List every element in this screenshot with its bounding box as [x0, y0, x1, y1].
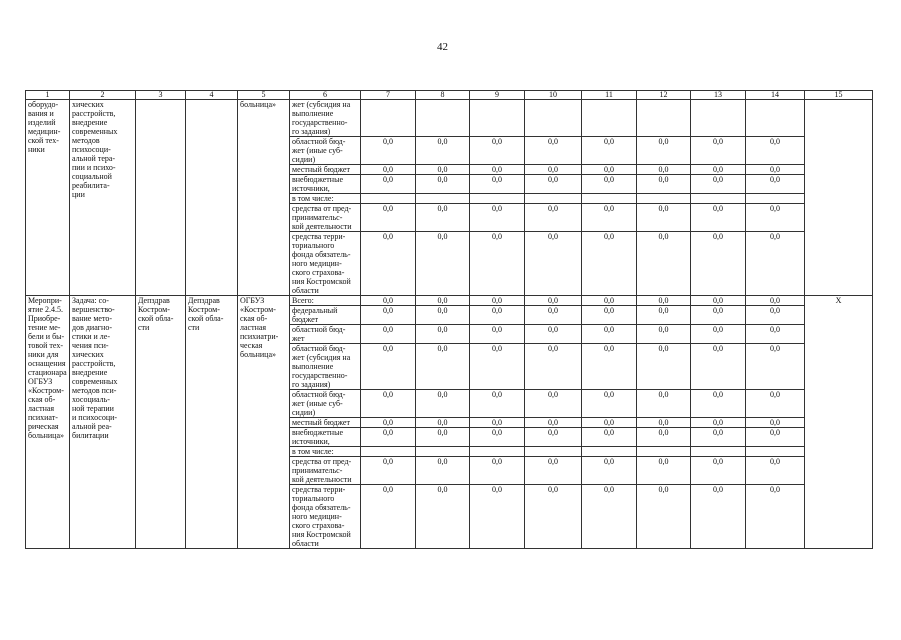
- block2-value-cell: 0,0: [746, 418, 805, 428]
- block1-value-cell: 0,0: [361, 232, 416, 296]
- block2-value-cell: 0,0: [691, 428, 746, 447]
- block2-value-cell: 0,0: [746, 485, 805, 549]
- block1-funding-source: областной бюд- жет (иные суб- сидии): [290, 137, 361, 165]
- block2-value-cell: 0,0: [470, 457, 525, 485]
- block2-funding-source: областной бюд- жет (субсидия на выполнение государственно- го задания): [290, 344, 361, 390]
- block2-coordinator-cell: Депздрав Костром- ской обла- сти: [136, 296, 186, 549]
- block2-value-cell: 0,0: [582, 485, 637, 549]
- block2-row: [26, 296, 873, 306]
- block2-value-cell: 0,0: [746, 457, 805, 485]
- block2-value-cell: 0,0: [470, 428, 525, 447]
- block2-value-cell: 0,0: [416, 485, 470, 549]
- block2-note-cell: X: [805, 296, 873, 549]
- block2-value-cell: 0,0: [582, 325, 637, 344]
- block2-value-cell: 0,0: [746, 325, 805, 344]
- block2-value-cell: 0,0: [637, 418, 691, 428]
- block1-value-cell: 0,0: [637, 204, 691, 232]
- block1-value-cell: 0,0: [582, 137, 637, 165]
- block2-value-cell: 0,0: [525, 296, 582, 306]
- block2-value-cell: 0,0: [746, 344, 805, 390]
- block1-note-cell: [805, 100, 873, 296]
- block1-value-cell: [691, 100, 746, 137]
- block2-value-cell: 0,0: [691, 457, 746, 485]
- block2-value-cell: 0,0: [525, 390, 582, 418]
- block2-value-cell: 0,0: [582, 306, 637, 325]
- block2-value-cell: 0,0: [525, 325, 582, 344]
- block2-value-cell: 0,0: [637, 306, 691, 325]
- block2-value-cell: 0,0: [691, 296, 746, 306]
- block2-value-cell: 0,0: [637, 390, 691, 418]
- block2-value-cell: 0,0: [416, 296, 470, 306]
- block2-funding-source: областной бюд- жет (иные суб- сидии): [290, 390, 361, 418]
- block2-value-cell: 0,0: [361, 296, 416, 306]
- column-header: 5: [238, 91, 290, 100]
- column-header: 2: [70, 91, 136, 100]
- block2-funding-source: областной бюд- жет: [290, 325, 361, 344]
- block2-value-cell: 0,0: [361, 457, 416, 485]
- block1-value-cell: 0,0: [582, 175, 637, 194]
- block1-value-cell: 0,0: [637, 175, 691, 194]
- block2-value-cell: 0,0: [416, 390, 470, 418]
- block2-funding-source: средства от пред- принимательс- кой деятельности: [290, 457, 361, 485]
- column-header: 12: [637, 91, 691, 100]
- block1-value-cell: 0,0: [470, 232, 525, 296]
- block1-value-cell: [582, 100, 637, 137]
- block2-value-cell: 0,0: [637, 485, 691, 549]
- block2-value-cell: 0,0: [361, 344, 416, 390]
- block1-value-cell: [746, 100, 805, 137]
- block1-coordinator-cell: [136, 100, 186, 296]
- block1-value-cell: 0,0: [416, 137, 470, 165]
- block2-value-cell: 0,0: [416, 418, 470, 428]
- block1-value-cell: 0,0: [416, 165, 470, 175]
- block2-value-cell: 0,0: [361, 485, 416, 549]
- block1-value-cell: [361, 194, 416, 204]
- block2-value-cell: 0,0: [361, 428, 416, 447]
- block1-value-cell: 0,0: [691, 165, 746, 175]
- block2-value-cell: 0,0: [582, 344, 637, 390]
- block2-value-cell: 0,0: [361, 390, 416, 418]
- block2-value-cell: 0,0: [691, 485, 746, 549]
- block1-value-cell: [525, 100, 582, 137]
- block1-value-cell: 0,0: [416, 175, 470, 194]
- block2-value-cell: 0,0: [691, 390, 746, 418]
- block1-value-cell: 0,0: [525, 165, 582, 175]
- block1-value-cell: 0,0: [582, 204, 637, 232]
- block1-value-cell: 0,0: [361, 137, 416, 165]
- column-header: 3: [136, 91, 186, 100]
- block2-value-cell: 0,0: [637, 325, 691, 344]
- block1-value-cell: 0,0: [525, 137, 582, 165]
- block2-value-cell: 0,0: [470, 306, 525, 325]
- block1-value-cell: 0,0: [470, 137, 525, 165]
- block2-value-cell: [525, 447, 582, 457]
- block1-value-cell: 0,0: [637, 232, 691, 296]
- column-header: 9: [470, 91, 525, 100]
- column-header: 1: [26, 91, 70, 100]
- block2-value-cell: 0,0: [691, 418, 746, 428]
- block1-value-cell: [746, 194, 805, 204]
- block1-value-cell: [691, 194, 746, 204]
- block1-value-cell: 0,0: [746, 175, 805, 194]
- block1-value-cell: [637, 100, 691, 137]
- block1-value-cell: 0,0: [582, 232, 637, 296]
- block2-value-cell: 0,0: [746, 428, 805, 447]
- column-header-row: [26, 91, 873, 100]
- block1-value-cell: 0,0: [416, 232, 470, 296]
- block2-funding-source: средства терри- ториального фонда обязатель- ного медицин- ского страхова- ния Костромской области: [290, 485, 361, 549]
- block2-funding-source: местный бюджет: [290, 418, 361, 428]
- block2-value-cell: [582, 447, 637, 457]
- block2-value-cell: 0,0: [525, 428, 582, 447]
- block1-value-cell: 0,0: [470, 165, 525, 175]
- block1-participant-cell: [186, 100, 238, 296]
- block2-value-cell: 0,0: [582, 428, 637, 447]
- block1-executor-cell: больница»: [238, 100, 290, 296]
- block2-funding-source: внебюджетные источники,: [290, 428, 361, 447]
- block2-value-cell: 0,0: [416, 344, 470, 390]
- block1-value-cell: 0,0: [746, 165, 805, 175]
- block1-funding-source: жет (субсидия на выполнение государственно- го задания): [290, 100, 361, 137]
- block1-value-cell: [416, 194, 470, 204]
- block2-value-cell: 0,0: [361, 418, 416, 428]
- block1-value-cell: [637, 194, 691, 204]
- block1-value-cell: 0,0: [361, 165, 416, 175]
- budget-table: [25, 90, 873, 549]
- block2-value-cell: 0,0: [416, 306, 470, 325]
- column-header: 15: [805, 91, 873, 100]
- block1-value-cell: 0,0: [582, 165, 637, 175]
- block1-value-cell: [470, 100, 525, 137]
- column-header: 7: [361, 91, 416, 100]
- block2-value-cell: 0,0: [637, 296, 691, 306]
- column-header: 8: [416, 91, 470, 100]
- block2-value-cell: 0,0: [361, 306, 416, 325]
- block1-value-cell: [470, 194, 525, 204]
- block1-value-cell: [525, 194, 582, 204]
- column-header: 4: [186, 91, 238, 100]
- block2-value-cell: 0,0: [582, 296, 637, 306]
- block2-value-cell: 0,0: [525, 457, 582, 485]
- block1-funding-source: в том числе:: [290, 194, 361, 204]
- block2-value-cell: 0,0: [470, 296, 525, 306]
- block2-value-cell: 0,0: [416, 457, 470, 485]
- block2-value-cell: 0,0: [470, 344, 525, 390]
- block2-value-cell: 0,0: [416, 325, 470, 344]
- block2-value-cell: 0,0: [746, 296, 805, 306]
- block1-value-cell: [416, 100, 470, 137]
- block2-value-cell: 0,0: [746, 390, 805, 418]
- block2-value-cell: 0,0: [637, 428, 691, 447]
- block2-funding-source: федеральный бюджет: [290, 306, 361, 325]
- block2-value-cell: [361, 447, 416, 457]
- block1-value-cell: 0,0: [746, 204, 805, 232]
- block2-funding-source: Всего:: [290, 296, 361, 306]
- page-number: 42: [437, 41, 448, 53]
- block1-funding-source: средства от пред- принимательс- кой деятельности: [290, 204, 361, 232]
- block1-value-cell: 0,0: [746, 137, 805, 165]
- block1-task-cell: хических расстройств, внедрение современных методов психосоци- альной тера- пии и психо- социальной реабилита- ции: [70, 100, 136, 296]
- column-header: 10: [525, 91, 582, 100]
- block1-value-cell: 0,0: [746, 232, 805, 296]
- block2-measure-cell: Меропри- ятие 2.4.5. Приобре- тение ме- бели и бы- товой тех- ники для оснащения стационара ОГБУЗ «Костром- ская об- ластная психиат- рическая больница»: [26, 296, 70, 549]
- block1-value-cell: 0,0: [525, 204, 582, 232]
- block2-participant-cell: Депздрав Костром- ской обла- сти: [186, 296, 238, 549]
- block1-value-cell: 0,0: [361, 175, 416, 194]
- block2-value-cell: 0,0: [525, 418, 582, 428]
- block2-value-cell: [746, 447, 805, 457]
- block2-funding-source: в том числе:: [290, 447, 361, 457]
- block1-value-cell: 0,0: [637, 137, 691, 165]
- block2-task-cell: Задача: со- вершенство- вание мето- дов диагно- стики и ле- чения пси- хических расстройств, внедрение современных методов пси- хосоциаль- ной терапии и психосоци- альной реа- билитации: [70, 296, 136, 549]
- block2-value-cell: [691, 447, 746, 457]
- block2-value-cell: 0,0: [525, 344, 582, 390]
- block2-value-cell: 0,0: [691, 306, 746, 325]
- block1-value-cell: [582, 194, 637, 204]
- block1-value-cell: 0,0: [416, 204, 470, 232]
- block2-value-cell: 0,0: [691, 344, 746, 390]
- block2-value-cell: 0,0: [637, 457, 691, 485]
- block1-value-cell: 0,0: [525, 175, 582, 194]
- block2-value-cell: 0,0: [525, 306, 582, 325]
- column-header: 14: [746, 91, 805, 100]
- block1-value-cell: 0,0: [691, 137, 746, 165]
- block2-value-cell: 0,0: [582, 457, 637, 485]
- block2-value-cell: 0,0: [582, 390, 637, 418]
- block1-value-cell: 0,0: [691, 232, 746, 296]
- block2-value-cell: 0,0: [416, 428, 470, 447]
- block1-measure-cell: оборудо- вания и изделий медицин- ской тех- ники: [26, 100, 70, 296]
- block2-value-cell: 0,0: [746, 306, 805, 325]
- column-header: 11: [582, 91, 637, 100]
- block1-funding-source: местный бюджет: [290, 165, 361, 175]
- block2-executor-cell: ОГБУЗ «Костром- ская об- ластная психиатри- ческая больница»: [238, 296, 290, 549]
- block1-value-cell: 0,0: [637, 165, 691, 175]
- block1-value-cell: 0,0: [470, 204, 525, 232]
- block2-value-cell: 0,0: [691, 325, 746, 344]
- block1-value-cell: [361, 100, 416, 137]
- block1-value-cell: 0,0: [691, 175, 746, 194]
- block1-value-cell: 0,0: [470, 175, 525, 194]
- block2-value-cell: 0,0: [470, 390, 525, 418]
- block1-value-cell: 0,0: [361, 204, 416, 232]
- block2-value-cell: 0,0: [470, 325, 525, 344]
- block1-value-cell: 0,0: [691, 204, 746, 232]
- block2-value-cell: [637, 447, 691, 457]
- block2-value-cell: [470, 447, 525, 457]
- block1-funding-source: внебюджетные источники,: [290, 175, 361, 194]
- column-header: 6: [290, 91, 361, 100]
- block2-value-cell: 0,0: [470, 485, 525, 549]
- block2-value-cell: 0,0: [525, 485, 582, 549]
- block2-value-cell: 0,0: [361, 325, 416, 344]
- block1-row: [26, 100, 873, 137]
- block2-value-cell: 0,0: [637, 344, 691, 390]
- block1-funding-source: средства терри- ториального фонда обязатель- ного медицин- ского страхова- ния Костромской области: [290, 232, 361, 296]
- column-header: 13: [691, 91, 746, 100]
- block2-value-cell: 0,0: [470, 418, 525, 428]
- block1-value-cell: 0,0: [525, 232, 582, 296]
- block2-value-cell: [416, 447, 470, 457]
- block2-value-cell: 0,0: [582, 418, 637, 428]
